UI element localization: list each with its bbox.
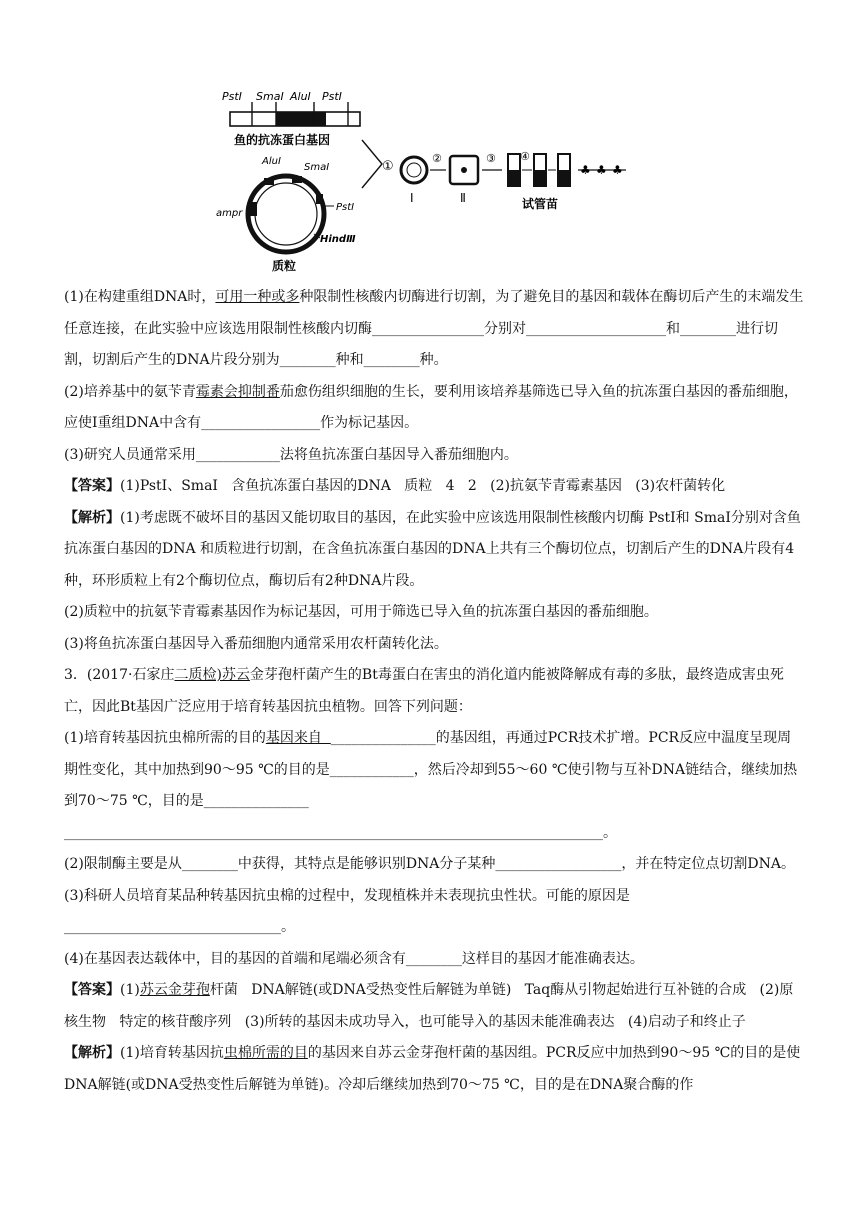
q3-part3: (3)科研人员培育某品种转基因抗虫棉的过程中，发现植株并未表现抗虫性状。可能的原因是_______________________________。 <box>64 887 630 935</box>
step-4: ④ <box>520 150 530 163</box>
plasmid-site-pst: PstⅠ <box>336 202 355 213</box>
gene-bar <box>230 102 360 126</box>
answer-1: 【答案】(1)PstⅠ、SmaⅠ 含鱼抗冻蛋白基因的DNA 质粒 4 2 (2)抗氨苄青霉素基因 (3)农杆菌转化 <box>64 478 726 494</box>
plasmid-site-amp: ampr <box>216 208 243 219</box>
explanation-1-part2: (2)质粒中的抗氨苄青霉素基因作为标记基因，可用于筛选已导入鱼的抗冻蛋白基因的番茄细胞。 <box>64 604 658 620</box>
q1-part3: (3)研究人员通常采用____________法将鱼抗冻蛋白基因导入番茄细胞内。 <box>64 446 518 463</box>
seedlings <box>578 163 626 177</box>
stage-label-2: Ⅱ <box>460 191 466 205</box>
cell-1 <box>401 157 427 183</box>
merge-bracket <box>362 140 382 188</box>
stage-label-3: 试管苗 <box>522 197 559 211</box>
svg-text:♣: ♣ <box>612 163 623 177</box>
q3-part1-blank: _____________________________________________________________________________。 <box>64 824 617 841</box>
svg-text:♣: ♣ <box>580 163 591 177</box>
explanation-1: 【解析】(1)考虑既不破坏目的基因又能切取目的基因，在此实验中应该选用限制性核酸内切酶 PstⅠ和 SmaⅠ分别对含鱼抗冻蛋白基因的DNA 和质粒进行切割，在含鱼抗冻蛋白基因的DNA上共有三个酶切位点，切割后产生的DNA片段有4种，环形质粒上有2个酶切位点，酶切后有2种DNA片段。 <box>64 509 801 589</box>
svg-text:♣: ♣ <box>596 163 607 177</box>
plasmid-site-sma: SmaⅠ <box>304 162 330 173</box>
enzyme-label-sma: SmaⅠ <box>256 90 284 103</box>
gene-cloning-figure <box>216 84 636 274</box>
answer-2: 【答案】(1)苏云金芽孢杆菌 DNA解链(或DNA受热变性后解链为单链) Taq酶从引物起始进行互补链的合成 (2)原核生物 特定的核苷酸序列 (3)所转的基因未成功导入，也可能导入的基因未能准确表达 (4)启动子和终止子 <box>64 982 794 1030</box>
question-body <box>64 282 804 1101</box>
question-3-header: 3．(2017·石家庄二质检)苏云金芽孢杆菌产生的Bt毒蛋白在害虫的消化道内能被降解成有毒的多肽，最终造成害虫死亡，因此Bt基因广泛应用于培育转基因抗虫植物。回答下列问题： <box>64 667 784 715</box>
gene-label: 鱼的抗冻蛋白基因 <box>234 133 331 147</box>
enzyme-label-alu: AluⅠ <box>290 90 311 103</box>
enzyme-label-pst-1: PstⅠ <box>222 90 242 103</box>
plasmid-ring <box>248 176 324 252</box>
q3-part1: (1)培育转基因抗虫棉所需的目的基因来自 _______________的基因组，再通过PCR技术扩增。PCR反应中温度呈现周期性变化，其中加热到90～95 ℃的目的是____________，然后冷却到55～60 ℃使引物与互补DNA链结合，继续加热到70～75 ℃，目的是_______________ <box>64 730 798 809</box>
test-tubes <box>508 150 570 186</box>
step-2: ② <box>432 152 442 165</box>
plasmid-site-hind: HindⅢ <box>320 234 356 245</box>
q1-part2: (2)培养基中的氨苄青霉素会抑制番茄愈伤组织细胞的生长，要利用该培养基筛选已导入鱼的抗冻蛋白基因的番茄细胞，应使Ⅰ重组DNA中含有_________________作为标记基因。 <box>64 383 798 431</box>
explanation-1-part3: (3)将鱼抗冻蛋白基因导入番茄细胞内通常采用农杆菌转化法。 <box>64 635 448 652</box>
q3-part2: (2)限制酶主要是从________中获得，其特点是能够识别DNA分子某种__________________，并在特定位点切割DNA。 <box>64 856 795 872</box>
stage-label-1: Ⅰ <box>410 191 414 205</box>
step-1: ① <box>382 159 394 174</box>
plasmid-label: 质粒 <box>272 259 297 273</box>
enzyme-label-pst-2: PstⅠ <box>322 90 342 103</box>
explanation-2: 【解析】(1)培育转基因抗虫棉所需的目的基因来自苏云金芽孢杆菌的基因组。PCR反应中加热到90～95 ℃的目的是使DNA解链(或DNA受热变性后解链为单链)。冷却后继续加热到70～75 ℃，目的是在DNA聚合酶的作 <box>64 1045 801 1093</box>
q1-part1: (1)在构建重组DNA时，可用一种或多种限制性核酸内切酶进行切割，为了避免目的基因和载体在酶切后产生的末端发生任意连接，在此实验中应该选用限制性核酸内切酶________________分别对____________________和________进行切割，切割后产生的DNA片段分别为________种和________种。 <box>64 289 804 368</box>
q3-part4: (4)在基因表达载体中，目的基因的首端和尾端必须含有________这样目的基因才能准确表达。 <box>64 950 644 967</box>
step-3: ③ <box>486 152 496 165</box>
plasmid-site-alu: AluⅠ <box>262 156 281 167</box>
